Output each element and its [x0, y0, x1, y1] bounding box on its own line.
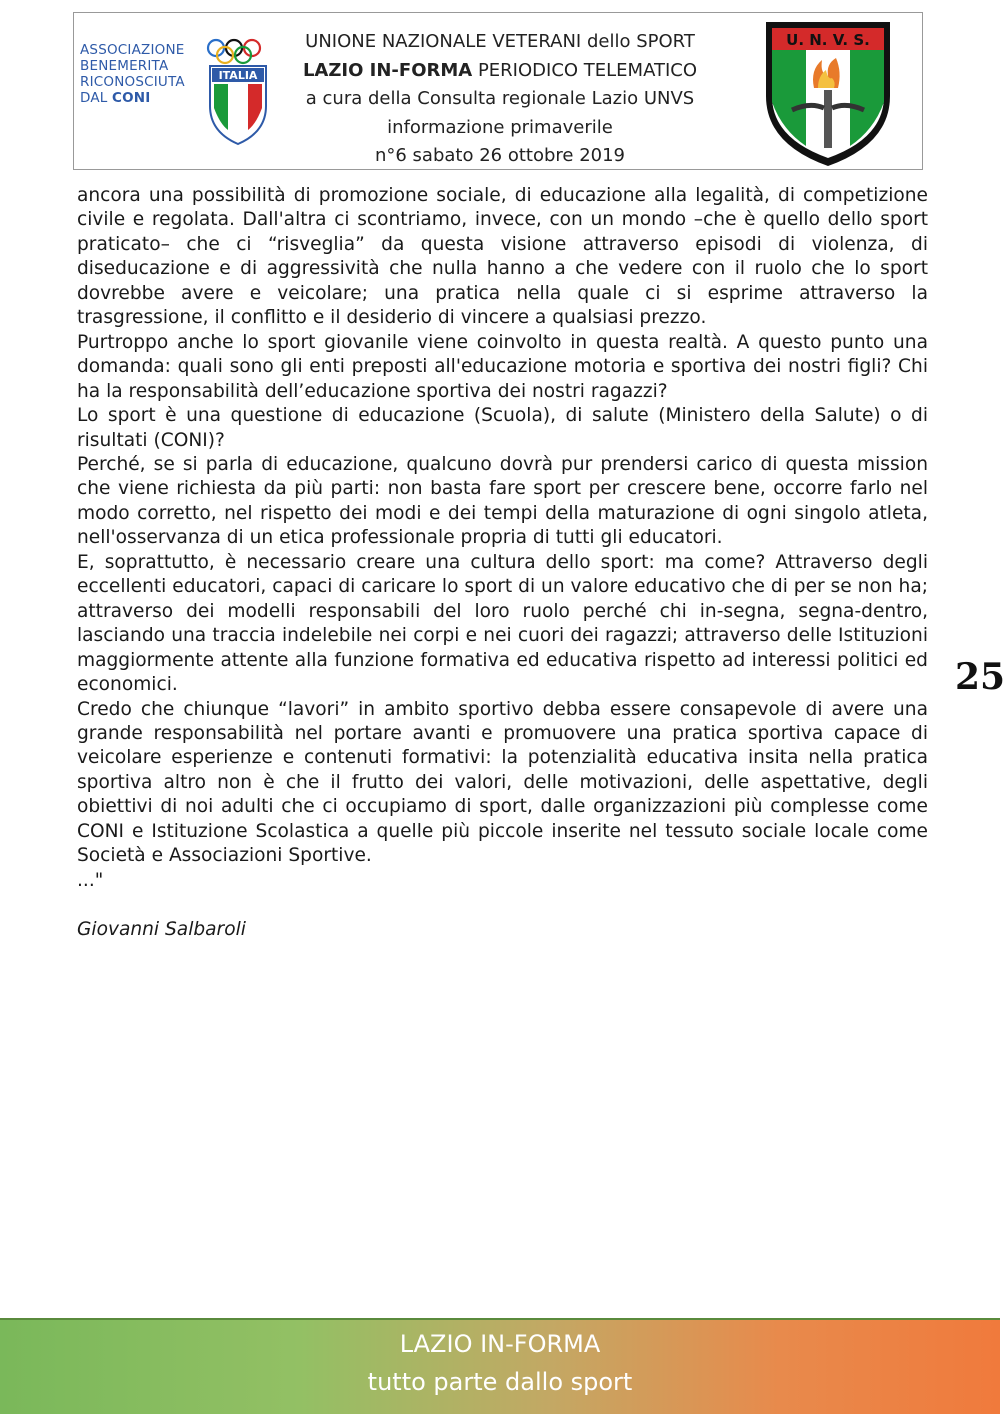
publication-edition: informazione primaverile	[387, 116, 613, 138]
coni-text-line: RICONOSCIUTA	[80, 74, 185, 90]
article-closing-quote: ..."	[77, 869, 104, 891]
coni-text-line: ASSOCIAZIONE	[80, 42, 185, 58]
coni-text-line: BENEMERITA	[80, 58, 169, 74]
olympic-rings-shield-icon	[204, 36, 274, 146]
unvs-shield-logo	[762, 18, 894, 168]
unvs-logo-text: U. N. V. S.	[786, 31, 870, 49]
header-text	[270, 28, 730, 171]
article-paragraph: E, soprattutto, è necessario creare una cultura dello sport: ma come? Attraverso degli eccellenti educatori, capaci di caricare lo sport di un valore educativo che di per se non ha; attraverso dei modelli responsabili del loro ruolo perché chi in-segna, segna-dentro, lasciando una traccia indelebile nei corpi e nei cuori dei ragazzi; attraverso delle Istituzioni maggiormente attente alla funzione formativa ed educativa rispetto ad interessi politici ed economici.	[77, 551, 928, 696]
publication-editor: a cura della Consulta regionale Lazio UNVS	[305, 88, 695, 109]
article-paragraph: Lo sport è una questione di educazione (Scuola), di salute (Ministero della Salute) o di risultati (CONI)?	[77, 405, 928, 451]
footer-banner	[0, 1318, 1000, 1414]
shield-label: ITALIA	[218, 69, 258, 82]
article-paragraph: Purtroppo anche lo sport giovanile viene coinvolto in questa realtà. A questo punto una domanda: quali sono gli enti preposti all'educazione motoria e sportiva dei nostri figli? Chi ha la responsabilità dell’educazione sportiva dei nostri ragazzi?	[77, 331, 928, 402]
article-author: Giovanni Salbaroli	[77, 918, 246, 940]
article-body	[77, 184, 928, 942]
publication-title: LAZIO IN-FORMA PERIODICO TELEMATICO	[302, 59, 698, 81]
article-paragraph: Credo che chiunque “lavori” in ambito sportivo debba essere consapevole di avere una grande responsabilità nel portare avanti e promuovere una pratica sportiva capace di veicolare esperienze e contenuti formativi: la potenzialità educativa insita nella pratica sportiva altro non è che il frutto dei valori, delle motivazioni, delle aspettative, degli obiettivi di noi adulti che ci occupiamo di sport, dalle organizzazioni più complesse come CONI e Istituzione Scolastica a quelle più piccole inserite nel tessuto sociale locale come Società e Associazioni Sportive.	[77, 698, 928, 867]
footer-title: LAZIO IN-FORMA	[399, 1330, 601, 1358]
coni-text-line: DAL CONI	[80, 90, 151, 106]
publication-date: n°6 sabato 26 ottobre 2019	[374, 145, 626, 166]
coni-association-logo	[80, 36, 270, 146]
coni-association-text	[80, 42, 210, 106]
article-paragraph: Perché, se si parla di educazione, qualcuno dovrà pur prendersi carico di questa mission che viene richiesta da più parti: non basta fare sport per crescere bene, occorre farlo nel modo corretto, nel rispetto dei modi e dei tempi della maturazione di ogni singolo atleta, nell'osservanza di un etica professionale propria di tutti gli educatori.	[77, 453, 928, 549]
organization-name: UNIONE NAZIONALE VETERANI dello SPORT	[305, 31, 695, 52]
footer-subtitle: tutto parte dallo sport	[367, 1368, 633, 1396]
page-number: 25	[955, 656, 1005, 698]
article-paragraph: ancora una possibilità di promozione sociale, di educazione alla legalità, di competizione civile e regolata. Dall'altra ci scontriamo, invece, con un mondo –che è quello dello sport praticato– che ci “risveglia” da questa visione attraverso episodi di violenza, di diseducazione e di aggressività che nulla hanno a che vedere con il ruolo che lo sport dovrebbe avere e veicolare; una pratica nella quale ci si esprime attraverso la trasgressione, il conflitto e il desiderio di vincere a qualsiasi prezzo.	[77, 185, 928, 329]
